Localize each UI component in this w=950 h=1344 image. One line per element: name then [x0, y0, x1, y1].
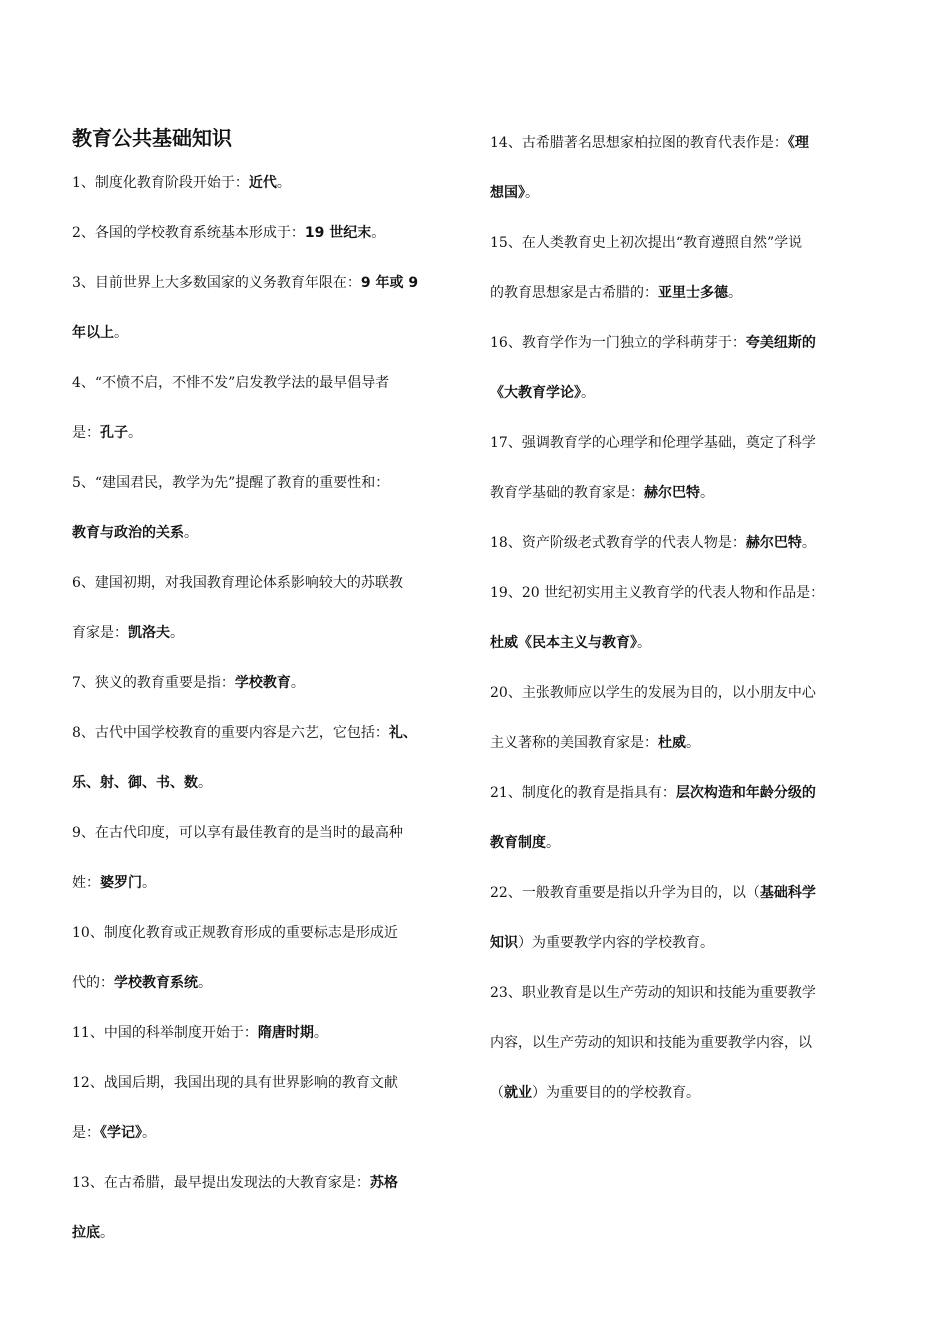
text-line: [490, 618, 882, 668]
question-text: 。: [313, 1025, 328, 1041]
question-text: （: [490, 1085, 504, 1101]
text-line: [490, 968, 882, 1018]
question-text: 教育学基础的教育家是：: [490, 485, 644, 501]
question-text: 3、目前世界上大多数国家的义务教育年限在：: [72, 275, 361, 291]
text-line: [72, 358, 477, 408]
answer-text: 《学记》: [100, 1125, 142, 1141]
question-text: 2、各国的学校教育系统基本形成于：: [72, 225, 305, 241]
text-line: [72, 308, 477, 358]
text-line: [490, 368, 882, 418]
question-text: 10、制度化教育或正规教育形成的重要标志是形成近: [72, 925, 398, 941]
text-line: [72, 1158, 477, 1208]
question-text: 22、一般教育重要是指以升学为目的，以（: [490, 885, 760, 901]
answer-text: 赫尔巴特: [745, 535, 802, 551]
text-line: [72, 708, 477, 758]
text-line: [72, 758, 477, 808]
right-lines: [490, 118, 882, 1118]
question-text: 代的：: [72, 975, 114, 991]
answer-text: 层次构造和年龄分级的: [675, 785, 816, 801]
text-line: [490, 518, 882, 568]
text-line: [490, 668, 882, 718]
text-line: [490, 218, 882, 268]
text-line: [72, 1208, 477, 1258]
question-text: 12、战国后期，我国出现的具有世界影响的教育文献: [72, 1075, 398, 1091]
text-line: [490, 568, 882, 618]
question-text: 。: [198, 975, 212, 991]
left-column: [72, 118, 477, 1258]
question-text: 17、强调教育学的心理学和伦理学基础，奠定了科学: [490, 435, 816, 451]
text-line: [490, 468, 882, 518]
text-line: [490, 918, 882, 968]
question-text: 主义著称的美国教育家是：: [490, 735, 658, 751]
question-text: 是：: [72, 1125, 100, 1141]
question-text: 。: [371, 225, 386, 241]
answer-text: 隋唐时期: [257, 1025, 314, 1041]
text-line: [490, 718, 882, 768]
question-text: 14、古希腊著名思想家柏拉图的教育代表作是：: [490, 135, 788, 151]
question-text: 6、建国初期，对我国教育理论体系影响较大的苏联教: [72, 575, 403, 591]
text-line: [490, 868, 882, 918]
answer-text: 苏格: [369, 1175, 398, 1191]
question-text: 。: [128, 425, 142, 441]
question-text: 。: [686, 735, 700, 751]
question-text: 。: [276, 175, 291, 191]
question-text: 的教育思想家是古希腊的：: [490, 285, 658, 301]
answer-text: 年以上: [72, 325, 114, 341]
question-text: ）为重要目的的学校教育。: [532, 1085, 700, 1101]
question-text: 。: [170, 625, 184, 641]
text-line: [72, 658, 477, 708]
answer-text: 夸美纽斯的: [745, 335, 816, 351]
question-text: 11、中国的科举制度开始于：: [72, 1025, 258, 1041]
answer-text: 近代: [248, 175, 277, 191]
answer-text: 就业: [504, 1085, 532, 1101]
answer-text: 亚里士多德: [658, 285, 728, 301]
answer-text: 拉底: [72, 1225, 100, 1241]
question-text: 。: [142, 875, 156, 891]
right-column: [490, 118, 882, 1118]
question-text: 。: [198, 775, 212, 791]
answer-text: 教育制度: [490, 835, 546, 851]
answer-text: 赫尔巴特: [644, 485, 700, 501]
question-text: 。: [100, 1225, 114, 1241]
answer-text: 凯洛夫: [128, 625, 170, 641]
question-text: 21、制度化的教育是指具有：: [490, 785, 676, 801]
text-line: [490, 318, 882, 368]
answer-text: 《理: [787, 135, 809, 151]
text-line: [490, 1068, 882, 1118]
text-line: [490, 768, 882, 818]
answer-text: 杜威: [658, 735, 686, 751]
answer-text: 学校教育: [234, 675, 291, 691]
question-text: 育家是：: [72, 625, 128, 641]
text-line: [72, 1108, 477, 1158]
question-text: 1、制度化教育阶段开始于：: [72, 175, 249, 191]
question-text: 9、在古代印度，可以享有最佳教育的是当时的最高种: [72, 825, 403, 841]
text-line: [72, 1058, 477, 1108]
question-text: ）为重要教学内容的学校教育。: [518, 935, 714, 951]
text-line: [72, 408, 477, 458]
text-line: [72, 808, 477, 858]
text-line: [72, 458, 477, 508]
answer-text: 杜威《民本主义与教育》: [490, 635, 637, 651]
question-text: 16、教育学作为一门独立的学科萌芽于：: [490, 335, 746, 351]
question-text: 18、资产阶级老式教育学的代表人物是：: [490, 535, 746, 551]
question-text: 是：: [72, 425, 100, 441]
question-text: 23、职业教育是以生产劳动的知识和技能为重要教学: [490, 985, 816, 1001]
question-text: 。: [637, 635, 651, 651]
answer-text: 基础科学: [759, 885, 816, 901]
question-text: 姓：: [72, 875, 100, 891]
answer-text: 19 世纪末: [304, 225, 372, 241]
question-text: 7、狭义的教育重要是指：: [72, 675, 235, 691]
question-text: 8、古代中国学校教育的重要内容是六艺，它包括：: [72, 725, 389, 741]
answer-text: 礼、: [388, 725, 417, 741]
question-text: 20、主张教师应以学生的发展为目的，以小朋友中心: [490, 685, 816, 701]
answer-text: 孔子: [100, 425, 128, 441]
text-line: [72, 1008, 477, 1058]
document-title: 教育公共基础知识: [72, 126, 232, 150]
answer-text: 想国》: [490, 185, 525, 201]
text-line: [490, 268, 882, 318]
text-line: [72, 158, 477, 208]
question-text: 15、在人类教育史上初次提出“教育遵照自然”学说: [490, 235, 803, 251]
text-line: [490, 168, 882, 218]
answer-text: 教育与政治的关系: [72, 525, 184, 541]
question-text: 。: [581, 385, 595, 401]
text-line: [72, 908, 477, 958]
text-line: [490, 1018, 882, 1068]
answer-text: 9 年或 9: [360, 275, 419, 291]
question-text: 。: [801, 535, 816, 551]
question-text: 。: [700, 485, 714, 501]
question-text: 。: [546, 835, 560, 851]
question-text: 19、20 世纪初实用主义教育学的代表人物和作品是：: [490, 585, 825, 601]
question-text: 。: [728, 285, 742, 301]
question-text: 。: [114, 325, 128, 341]
question-text: 4、“不愤不启，不悱不发”启发教学法的最早倡导者: [72, 375, 390, 391]
question-text: 。: [142, 1125, 156, 1141]
answer-text: 学校教育系统: [114, 975, 198, 991]
answer-text: 乐、射、御、书、数: [72, 775, 198, 791]
answer-text: 《大教育学论》: [490, 385, 581, 401]
text-line: [490, 118, 882, 168]
question-text: 13、在古希腊，最早提出发现法的大教育家是：: [72, 1175, 370, 1191]
text-line: [72, 858, 477, 908]
answer-text: 知识: [490, 935, 518, 951]
question-text: 。: [525, 185, 539, 201]
text-line: [72, 558, 477, 608]
text-line: [72, 958, 477, 1008]
text-line: [72, 258, 477, 308]
text-line: [72, 508, 477, 558]
question-text: 5、“建国君民，教学为先”提醒了教育的重要性和：: [72, 475, 390, 491]
text-line: [490, 818, 882, 868]
question-text: 。: [290, 675, 305, 691]
text-line: [72, 608, 477, 658]
question-text: 。: [184, 525, 198, 541]
text-line: [72, 208, 477, 258]
text-line: [490, 418, 882, 468]
answer-text: 婆罗门: [100, 875, 142, 891]
question-text: 内容，以生产劳动的知识和技能为重要教学内容，以: [490, 1035, 812, 1051]
left-lines: [72, 158, 477, 1258]
